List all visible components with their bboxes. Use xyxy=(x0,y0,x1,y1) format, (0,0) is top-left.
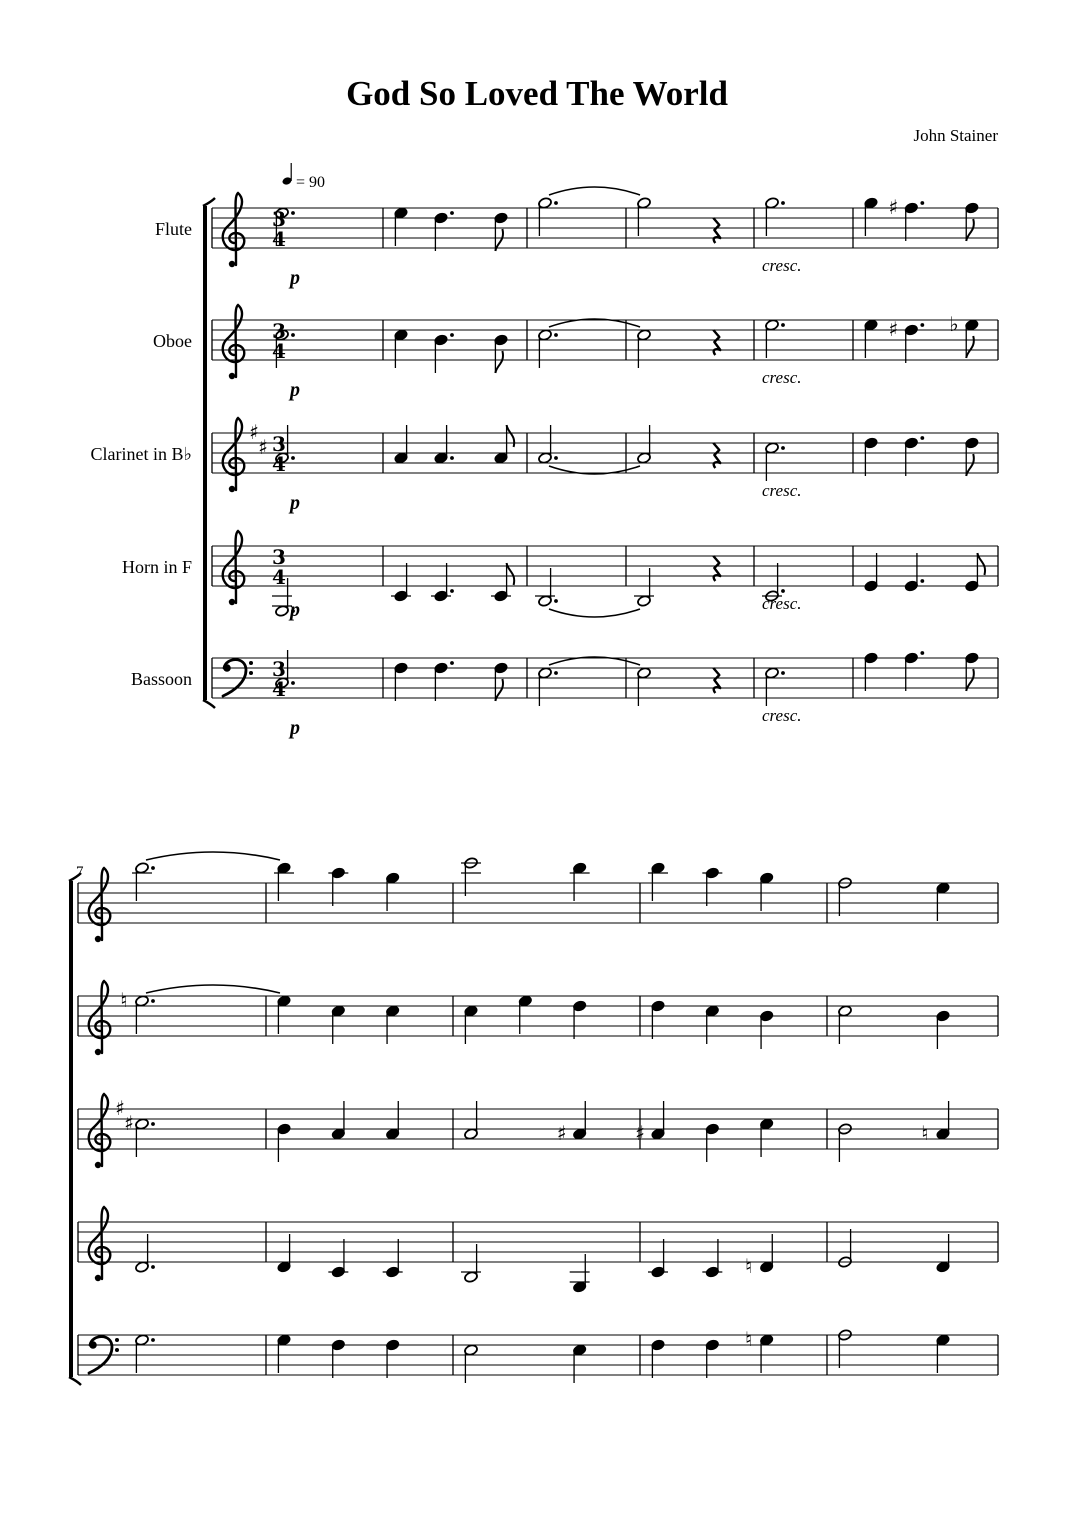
treble-clef-icon xyxy=(89,1207,111,1279)
time-signature-denominator: 4 xyxy=(272,227,286,251)
dynamic-piano: p xyxy=(290,492,300,514)
treble-clef-icon xyxy=(89,1094,111,1166)
system-bracket xyxy=(69,881,73,1377)
instrument-label: Flute xyxy=(154,219,192,239)
system-bracket xyxy=(203,700,215,708)
accidental-icon: ♯ xyxy=(635,1121,645,1145)
eighth-flag-icon xyxy=(966,336,974,358)
system-bracket xyxy=(203,198,215,206)
dynamic-piano: p xyxy=(290,599,300,621)
treble-clef-icon xyxy=(223,193,245,265)
bass-clef-dot-icon xyxy=(115,1338,119,1342)
accidental-icon: ♭ xyxy=(949,312,959,336)
accidental-icon: ♮ xyxy=(745,1327,753,1351)
augmentation-dot xyxy=(151,1265,155,1269)
quarter-rest-icon xyxy=(713,668,720,693)
instrument-label: Bassoon xyxy=(130,669,192,689)
augmentation-dot xyxy=(554,599,558,603)
augmentation-dot xyxy=(920,579,924,583)
time-signature-denominator: 4 xyxy=(272,565,286,589)
accidental-icon: ♮ xyxy=(745,1254,753,1278)
treble-clef-icon xyxy=(95,936,101,942)
quarter-rest-icon xyxy=(713,556,720,581)
instrument-label: Horn in F xyxy=(121,557,192,577)
score-title: God So Loved The World xyxy=(346,74,728,113)
tie-curve xyxy=(549,609,640,617)
augmentation-dot xyxy=(151,866,155,870)
augmentation-dot xyxy=(450,211,454,215)
accidental-icon: ♮ xyxy=(921,1121,929,1145)
bass-clef-dot-icon xyxy=(249,661,253,665)
key-sharp-icon: ♯ xyxy=(124,1111,134,1135)
augmentation-dot xyxy=(781,201,785,205)
tie-curve xyxy=(146,985,280,993)
augmentation-dot xyxy=(781,589,785,593)
measure-number: 7 xyxy=(76,864,84,880)
treble-clef-icon xyxy=(223,418,245,490)
quarter-rest-icon xyxy=(713,330,720,355)
treble-clef-icon xyxy=(229,261,235,267)
eighth-flag-icon xyxy=(507,425,515,447)
system-bracket xyxy=(203,206,207,700)
augmentation-dot xyxy=(920,323,924,327)
dynamic-piano: p xyxy=(290,717,300,739)
treble-clef-icon xyxy=(89,868,111,940)
key-sharp-icon: ♯ xyxy=(258,435,268,459)
quarter-rest-icon xyxy=(713,443,720,468)
bass-clef-icon xyxy=(223,664,231,672)
augmentation-dot xyxy=(291,681,295,685)
augmentation-dot xyxy=(151,999,155,1003)
dynamic-crescendo: cresc. xyxy=(762,706,802,725)
dynamic-crescendo: cresc. xyxy=(762,481,802,500)
accidental-icon: ♯ xyxy=(888,317,899,341)
augmentation-dot xyxy=(554,671,558,675)
augmentation-dot xyxy=(920,436,924,440)
time-signature-denominator: 4 xyxy=(272,452,286,476)
eighth-flag-icon xyxy=(495,351,503,373)
dynamic-piano: p xyxy=(290,379,300,401)
augmentation-dot xyxy=(151,1122,155,1126)
tie-curve xyxy=(146,852,280,860)
accidental-icon: ♮ xyxy=(120,988,128,1012)
treble-clef-icon xyxy=(229,599,235,605)
treble-clef-icon xyxy=(223,531,245,603)
dynamic-piano: p xyxy=(290,267,300,289)
tempo-marking: = 90 xyxy=(296,174,326,191)
dynamic-crescendo: cresc. xyxy=(762,368,802,387)
augmentation-dot xyxy=(781,323,785,327)
augmentation-dot xyxy=(450,661,454,665)
treble-clef-icon xyxy=(95,1049,101,1055)
augmentation-dot xyxy=(291,456,295,460)
augmentation-dot xyxy=(781,671,785,675)
bass-clef-dot-icon xyxy=(249,671,253,675)
instrument-label: Oboe xyxy=(153,331,192,351)
augmentation-dot xyxy=(450,589,454,593)
accidental-icon: ♯ xyxy=(556,1121,567,1145)
augmentation-dot xyxy=(450,333,454,337)
key-sharp-icon: ♯ xyxy=(115,1096,125,1120)
treble-clef-icon xyxy=(95,1162,101,1168)
time-signature-denominator: 4 xyxy=(272,677,286,701)
tie-curve xyxy=(549,187,640,195)
instrument-label: Clarinet in B♭ xyxy=(90,444,192,464)
dynamic-crescendo: cresc. xyxy=(762,256,802,275)
augmentation-dot xyxy=(920,651,924,655)
augmentation-dot xyxy=(291,333,295,337)
augmentation-dot xyxy=(554,333,558,337)
time-signature-numerator: 3 xyxy=(272,207,286,231)
treble-clef-icon xyxy=(95,1275,101,1281)
quarter-rest-icon xyxy=(713,218,720,243)
accidental-icon: ♯ xyxy=(888,195,899,219)
time-signature-numerator: 3 xyxy=(272,545,286,569)
augmentation-dot xyxy=(450,456,454,460)
time-signature-numerator: 3 xyxy=(272,319,286,343)
dynamic-crescendo: cresc. xyxy=(762,594,802,613)
system-bracket xyxy=(69,1377,81,1385)
time-signature-numerator: 3 xyxy=(272,432,286,456)
augmentation-dot xyxy=(151,1338,155,1342)
time-signature-denominator: 4 xyxy=(272,339,286,363)
time-signature-numerator: 3 xyxy=(272,657,286,681)
composer-name: John Stainer xyxy=(913,126,998,145)
bass-clef-dot-icon xyxy=(115,1348,119,1352)
augmentation-dot xyxy=(291,211,295,215)
augmentation-dot xyxy=(920,201,924,205)
treble-clef-icon xyxy=(223,305,245,377)
augmentation-dot xyxy=(554,201,558,205)
treble-clef-icon xyxy=(229,373,235,379)
augmentation-dot xyxy=(554,456,558,460)
augmentation-dot xyxy=(781,446,785,450)
bass-clef-icon xyxy=(89,1341,97,1349)
treble-clef-icon xyxy=(89,981,111,1053)
key-sharp-icon: ♯ xyxy=(249,420,259,444)
treble-clef-icon xyxy=(229,486,235,492)
